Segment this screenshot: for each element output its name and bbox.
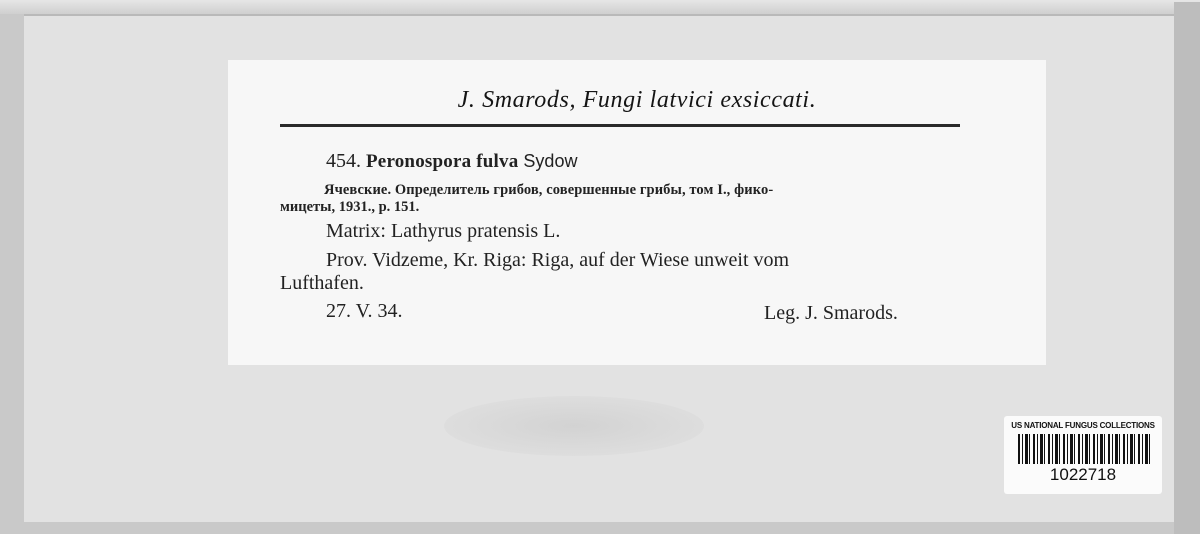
- collector: Leg. J. Smarods.: [764, 302, 898, 324]
- species-name: Peronospora fulva: [366, 151, 519, 172]
- locality-line-2: Lufthafen.: [280, 272, 364, 294]
- reference-line-2: мицеты, 1931., p. 151.: [280, 199, 420, 215]
- title-rule: [280, 124, 960, 127]
- barcode-header: US NATIONAL FUNGUS COLLECTIONS: [1011, 421, 1155, 430]
- species-author: Sydow: [523, 151, 578, 171]
- top-paper-edge: [0, 0, 1200, 14]
- paper-stain: [444, 396, 704, 456]
- matrix-line: Matrix: Lathyrus pratensis L.: [326, 220, 561, 242]
- barcode-label: [1004, 416, 1162, 494]
- specimen-number: 454.: [326, 150, 361, 172]
- reference-line-1: Ячевские. Определитель грибов, совершенные грибы, том I., фико-: [324, 182, 774, 198]
- label-title: J. Smarods, Fungi latvici exsiccati.: [457, 87, 817, 113]
- barcode-bars: [1018, 434, 1150, 464]
- species-line: [326, 150, 577, 173]
- barcode-number: 1022718: [1049, 465, 1117, 484]
- collection-date: 27. V. 34.: [326, 300, 403, 322]
- specimen-label: [228, 60, 1046, 365]
- locality-line-1: Prov. Vidzeme, Kr. Riga: Riga, auf der Wiese unweit vom: [326, 249, 790, 271]
